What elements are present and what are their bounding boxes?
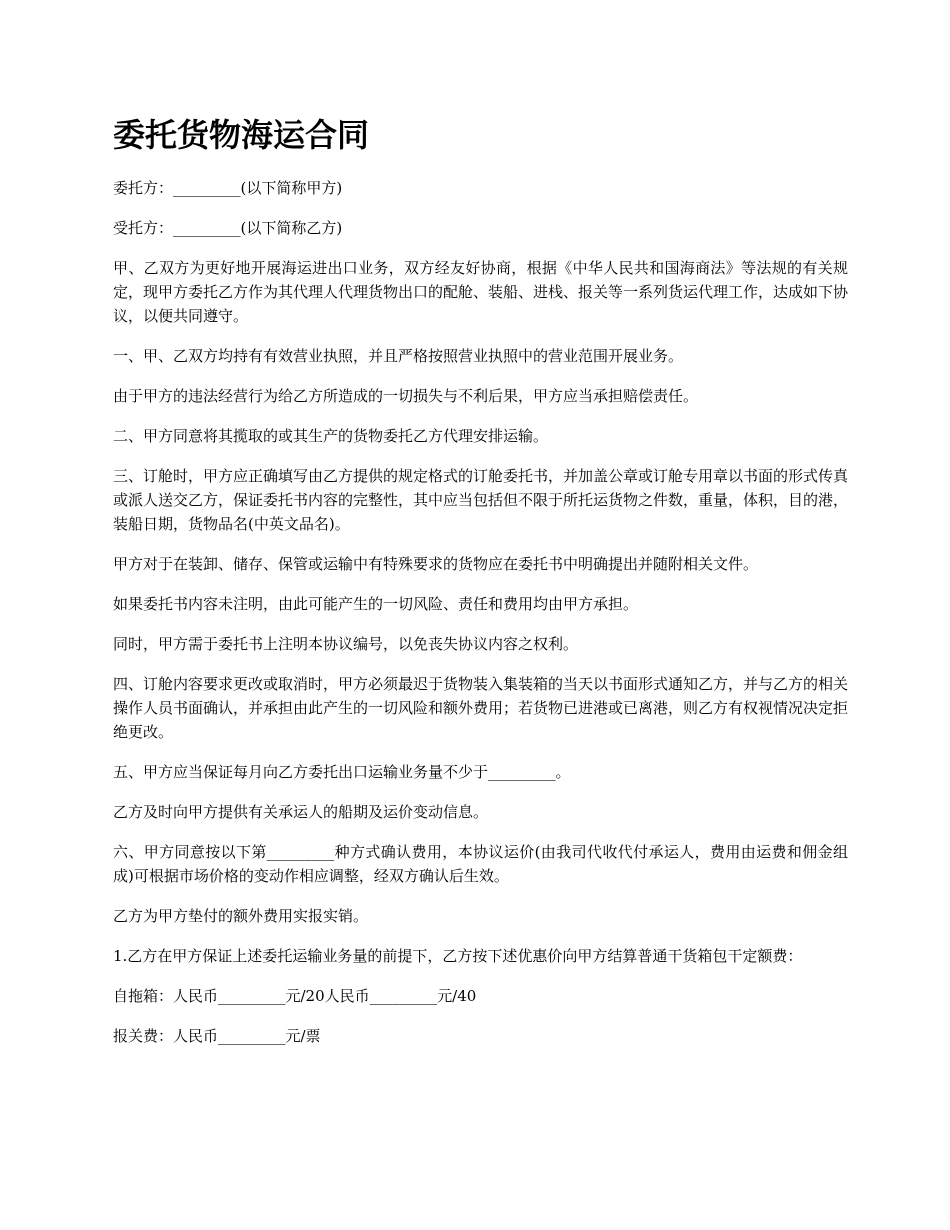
paragraph-agent: 受托方：_________(以下简称乙方) xyxy=(113,219,343,237)
paragraph-clause-3: 三、订舱时，甲方应正确填写由乙方提供的规定格式的订舱委托书，并加盖公章或订舱专用章以书面的形式传真或派人送交乙方，保证委托书内容的完整性，其中应当包括但不限于所托运货物之件数，重量，体积，目的港，装船日期，货物品名(中英文品名)。 xyxy=(113,467,849,533)
paragraph-preamble: 甲、乙双方为更好地开展海运进出口业务，双方经友好协商，根据《中华人民共和国海商法》等法规的有关规定，现甲方委托乙方作为其代理人代理货物出口的配舱、装船、进栈、报关等一系列货运代理工作，达成如下协议，以便共同遵守。 xyxy=(113,259,849,325)
paragraph-clause-5: 五、甲方应当保证每月向乙方委托出口运输业务量不少于_________。 xyxy=(113,763,571,781)
paragraph-clause-6-item-1: 1.乙方在甲方保证上述委托运输业务量的前提下，乙方按下述优惠价向甲方结算普通干货箱包干定额费： xyxy=(113,947,803,965)
paragraph-clause-2: 二、甲方同意将其揽取的或其生产的货物委托乙方代理安排运输。 xyxy=(113,427,549,445)
paragraph-customs-fee: 报关费：人民币_________元/票 xyxy=(113,1027,321,1045)
paragraph-clause-4: 四、订舱内容要求更改或取消时，甲方必须最迟于货物装入集装箱的当天以书面形式通知乙方，并与乙方的相关操作人员书面确认，并承担由此产生的一切风险和额外费用；若货物已进港或已离港，则乙方有权视情况决定拒绝更改。 xyxy=(113,675,849,741)
document-title: 委托货物海运合同 xyxy=(113,116,370,154)
paragraph-clause-1-liability: 由于甲方的违法经营行为给乙方所造成的一切损失与不利后果，甲方应当承担赔偿责任。 xyxy=(113,387,699,405)
paragraph-clause-6-expenses: 乙方为甲方垫付的额外费用实报实销。 xyxy=(113,907,369,925)
paragraph-principal: 委托方：_________(以下简称甲方) xyxy=(113,179,343,197)
paragraph-clause-5-info: 乙方及时向甲方提供有关承运人的船期及运价变动信息。 xyxy=(113,803,489,821)
paragraph-clause-3-number: 同时，甲方需于委托书上注明本协议编号，以免丧失协议内容之权利。 xyxy=(113,635,579,653)
paragraph-trucking-fee: 自拖箱：人民币_________元/20人民币_________元/40 xyxy=(113,987,477,1005)
paragraph-clause-3-special-cargo: 甲方对于在装卸、储存、保管或运输中有特殊要求的货物应在委托书中明确提出并随附相关文件。 xyxy=(113,555,759,573)
contract-page xyxy=(113,112,848,1064)
paragraph-clause-1: 一、甲、乙双方均持有有效营业执照，并且严格按照营业执照中的营业范围开展业务。 xyxy=(113,347,684,365)
paragraph-clause-6: 六、甲方同意按以下第_________种方式确认费用，本协议运价(由我司代收代付承运人，费用由运费和佣金组成)可根据市场价格的变动作相应调整，经双方确认后生效。 xyxy=(113,843,848,885)
paragraph-clause-3-risk: 如果委托书内容未注明，由此可能产生的一切风险、责任和费用均由甲方承担。 xyxy=(113,595,639,613)
